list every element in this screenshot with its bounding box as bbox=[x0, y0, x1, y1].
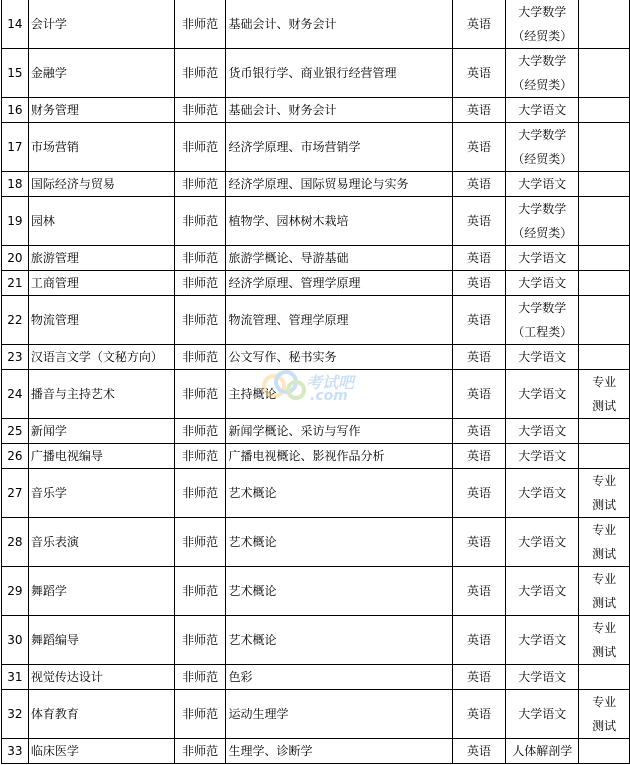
language-cell: 英语 bbox=[452, 197, 505, 246]
program-type-cell: 非师范 bbox=[174, 469, 226, 518]
professional-course-line: 大学语文 bbox=[518, 486, 567, 500]
major-name-cell: 市场营销 bbox=[28, 123, 174, 172]
basic-course-cell: 植物学、园林树木栽培 bbox=[226, 197, 452, 246]
professional-course-cell bbox=[506, 690, 579, 739]
major-name-cell: 会计学 bbox=[28, 0, 174, 49]
professional-course-line: （经贸类） bbox=[512, 29, 573, 43]
language-cell: 英语 bbox=[452, 296, 505, 345]
note-cell bbox=[579, 739, 630, 764]
major-name-cell: 物流管理 bbox=[28, 296, 174, 345]
language-cell: 英语 bbox=[452, 616, 505, 665]
major-name-cell: 临床医学 bbox=[28, 739, 174, 764]
language-cell: 英语 bbox=[452, 172, 505, 197]
table-row bbox=[2, 567, 630, 616]
table-row bbox=[2, 370, 630, 419]
note-cell bbox=[579, 419, 630, 444]
table-row bbox=[2, 345, 630, 370]
professional-course-line: （经贸类） bbox=[512, 152, 573, 166]
table-row bbox=[2, 172, 630, 197]
professional-course-cell bbox=[506, 665, 579, 690]
program-type-cell: 非师范 bbox=[174, 49, 226, 98]
language-cell: 英语 bbox=[452, 271, 505, 296]
professional-course-cell bbox=[506, 98, 579, 123]
row-number-cell: 18 bbox=[2, 172, 29, 197]
professional-course-cell bbox=[506, 0, 579, 49]
professional-course-line: 大学数学 bbox=[518, 202, 567, 216]
row-number-cell: 16 bbox=[2, 98, 29, 123]
program-type-cell: 非师范 bbox=[174, 419, 226, 444]
professional-course-cell bbox=[506, 616, 579, 665]
professional-course-cell bbox=[506, 419, 579, 444]
table-row bbox=[2, 271, 630, 296]
basic-course-cell: 物流管理、管理学原理 bbox=[226, 296, 452, 345]
note-line: 测试 bbox=[592, 596, 617, 610]
note-line: 专业 bbox=[592, 474, 617, 488]
major-name-cell: 音乐学 bbox=[28, 469, 174, 518]
professional-course-line: （经贸类） bbox=[512, 78, 573, 92]
note-line: 专业 bbox=[592, 572, 617, 586]
program-type-cell: 非师范 bbox=[174, 246, 226, 271]
major-name-cell: 财务管理 bbox=[28, 98, 174, 123]
row-number-cell: 19 bbox=[2, 197, 29, 246]
note-cell bbox=[579, 567, 630, 616]
program-type-cell: 非师范 bbox=[174, 98, 226, 123]
note-cell bbox=[579, 246, 630, 271]
basic-course-cell: 旅游学概论、导游基础 bbox=[226, 246, 452, 271]
language-cell: 英语 bbox=[452, 345, 505, 370]
table-row bbox=[2, 197, 630, 246]
basic-course-cell: 基础会计、财务会计 bbox=[226, 98, 452, 123]
professional-course-line: 大学数学 bbox=[518, 128, 567, 142]
professional-course-cell bbox=[506, 172, 579, 197]
language-cell: 英语 bbox=[452, 567, 505, 616]
language-cell: 英语 bbox=[452, 246, 505, 271]
row-number-cell: 15 bbox=[2, 49, 29, 98]
major-name-cell: 国际经济与贸易 bbox=[28, 172, 174, 197]
major-name-cell: 广播电视编导 bbox=[28, 444, 174, 469]
row-number-cell: 25 bbox=[2, 419, 29, 444]
language-cell: 英语 bbox=[452, 123, 505, 172]
professional-course-line: 大学语文 bbox=[518, 535, 567, 549]
table-row bbox=[2, 123, 630, 172]
note-cell bbox=[579, 0, 630, 49]
language-cell: 英语 bbox=[452, 419, 505, 444]
professional-course-line: 大学语文 bbox=[518, 449, 567, 463]
language-cell: 英语 bbox=[452, 49, 505, 98]
language-cell: 英语 bbox=[452, 98, 505, 123]
table-row bbox=[2, 739, 630, 764]
note-cell bbox=[579, 296, 630, 345]
note-cell bbox=[579, 444, 630, 469]
note-cell bbox=[579, 665, 630, 690]
basic-course-cell: 运动生理学 bbox=[226, 690, 452, 739]
basic-course-cell: 基础会计、财务会计 bbox=[226, 0, 452, 49]
table-row bbox=[2, 98, 630, 123]
note-cell bbox=[579, 172, 630, 197]
professional-course-line: 大学语文 bbox=[518, 103, 567, 117]
note-cell bbox=[579, 469, 630, 518]
watermark-subtext: .com bbox=[310, 388, 348, 404]
table-row bbox=[2, 444, 630, 469]
major-name-cell: 体育教育 bbox=[28, 690, 174, 739]
basic-course-cell: 艺术概论 bbox=[226, 518, 452, 567]
row-number-cell: 22 bbox=[2, 296, 29, 345]
major-name-cell: 工商管理 bbox=[28, 271, 174, 296]
professional-course-line: 大学语文 bbox=[518, 424, 567, 438]
professional-course-cell bbox=[506, 271, 579, 296]
program-type-cell: 非师范 bbox=[174, 345, 226, 370]
program-type-cell: 非师范 bbox=[174, 739, 226, 764]
note-line: 专业 bbox=[592, 523, 617, 537]
major-name-cell: 视觉传达设计 bbox=[28, 665, 174, 690]
row-number-cell: 17 bbox=[2, 123, 29, 172]
professional-course-cell bbox=[506, 518, 579, 567]
language-cell: 英语 bbox=[452, 739, 505, 764]
note-cell bbox=[579, 197, 630, 246]
table-row bbox=[2, 469, 630, 518]
admission-table bbox=[1, 0, 630, 764]
basic-course-cell: 经济学原理、国际贸易理论与实务 bbox=[226, 172, 452, 197]
note-cell bbox=[579, 271, 630, 296]
basic-course-cell: 货币银行学、商业银行经营管理 bbox=[226, 49, 452, 98]
language-cell: 英语 bbox=[452, 0, 505, 49]
professional-course-cell bbox=[506, 296, 579, 345]
language-cell: 英语 bbox=[452, 370, 505, 419]
table-row bbox=[2, 616, 630, 665]
professional-course-cell bbox=[506, 567, 579, 616]
major-name-cell: 舞蹈学 bbox=[28, 567, 174, 616]
program-type-cell: 非师范 bbox=[174, 123, 226, 172]
note-cell bbox=[579, 370, 630, 419]
professional-course-line: 大学语文 bbox=[518, 251, 567, 265]
basic-course-cell: 生理学、诊断学 bbox=[226, 739, 452, 764]
major-name-cell: 音乐表演 bbox=[28, 518, 174, 567]
basic-course-cell: 艺术概论 bbox=[226, 616, 452, 665]
note-cell bbox=[579, 690, 630, 739]
program-type-cell: 非师范 bbox=[174, 444, 226, 469]
program-type-cell: 非师范 bbox=[174, 370, 226, 419]
professional-course-line: 大学数学 bbox=[518, 54, 567, 68]
basic-course-cell: 广播电视概论、影视作品分析 bbox=[226, 444, 452, 469]
professional-course-cell bbox=[506, 469, 579, 518]
program-type-cell: 非师范 bbox=[174, 567, 226, 616]
professional-course-cell bbox=[506, 345, 579, 370]
professional-course-line: 大学数学 bbox=[518, 5, 567, 19]
note-cell bbox=[579, 123, 630, 172]
row-number-cell: 26 bbox=[2, 444, 29, 469]
note-cell bbox=[579, 345, 630, 370]
professional-course-line: 大学语文 bbox=[518, 707, 567, 721]
program-type-cell: 非师范 bbox=[174, 197, 226, 246]
row-number-cell: 20 bbox=[2, 246, 29, 271]
professional-course-cell bbox=[506, 444, 579, 469]
professional-course-line: 大学语文 bbox=[518, 387, 567, 401]
program-type-cell: 非师范 bbox=[174, 0, 226, 49]
basic-course-cell: 经济学原理、管理学原理 bbox=[226, 271, 452, 296]
note-cell bbox=[579, 49, 630, 98]
basic-course-cell: 色彩 bbox=[226, 665, 452, 690]
row-number-cell: 24 bbox=[2, 370, 29, 419]
note-cell bbox=[579, 616, 630, 665]
professional-course-line: 大学语文 bbox=[518, 177, 567, 191]
professional-course-cell bbox=[506, 739, 579, 764]
table-row bbox=[2, 419, 630, 444]
program-type-cell: 非师范 bbox=[174, 690, 226, 739]
major-name-cell: 园林 bbox=[28, 197, 174, 246]
basic-course-cell: 经济学原理、市场营销学 bbox=[226, 123, 452, 172]
major-name-cell: 新闻学 bbox=[28, 419, 174, 444]
table-row bbox=[2, 0, 630, 49]
basic-course-cell: 公文写作、秘书实务 bbox=[226, 345, 452, 370]
major-name-cell: 金融学 bbox=[28, 49, 174, 98]
table-row bbox=[2, 246, 630, 271]
professional-course-cell bbox=[506, 197, 579, 246]
table-body bbox=[2, 0, 630, 764]
major-name-cell: 播音与主持艺术 bbox=[28, 370, 174, 419]
program-type-cell: 非师范 bbox=[174, 296, 226, 345]
note-cell bbox=[579, 518, 630, 567]
professional-course-cell bbox=[506, 123, 579, 172]
note-line: 测试 bbox=[592, 719, 617, 733]
note-line: 专业 bbox=[592, 621, 617, 635]
table-row bbox=[2, 690, 630, 739]
program-type-cell: 非师范 bbox=[174, 616, 226, 665]
basic-course-cell: 艺术概论 bbox=[226, 469, 452, 518]
major-name-cell: 汉语言文学（文秘方向） bbox=[28, 345, 174, 370]
professional-course-line: 大学语文 bbox=[518, 633, 567, 647]
note-line: 专业 bbox=[592, 695, 617, 709]
row-number-cell: 30 bbox=[2, 616, 29, 665]
note-line: 专业 bbox=[592, 375, 617, 389]
row-number-cell: 32 bbox=[2, 690, 29, 739]
professional-course-cell bbox=[506, 370, 579, 419]
program-type-cell: 非师范 bbox=[174, 172, 226, 197]
language-cell: 英语 bbox=[452, 690, 505, 739]
language-cell: 英语 bbox=[452, 444, 505, 469]
professional-course-line: （经贸类） bbox=[512, 226, 573, 240]
basic-course-cell: 新闻学概论、采访与写作 bbox=[226, 419, 452, 444]
table-row bbox=[2, 518, 630, 567]
professional-course-line: 大学语文 bbox=[518, 670, 567, 684]
row-number-cell: 28 bbox=[2, 518, 29, 567]
note-line: 测试 bbox=[592, 645, 617, 659]
row-number-cell: 31 bbox=[2, 665, 29, 690]
note-line: 测试 bbox=[592, 547, 617, 561]
basic-course-cell: 艺术概论 bbox=[226, 567, 452, 616]
basic-course-cell: 主持概论 bbox=[226, 370, 452, 419]
program-type-cell: 非师范 bbox=[174, 271, 226, 296]
note-line: 测试 bbox=[592, 498, 617, 512]
professional-course-cell bbox=[506, 49, 579, 98]
row-number-cell: 14 bbox=[2, 0, 29, 49]
note-cell bbox=[579, 98, 630, 123]
professional-course-line: （工程类） bbox=[512, 325, 573, 339]
program-type-cell: 非师范 bbox=[174, 518, 226, 567]
row-number-cell: 27 bbox=[2, 469, 29, 518]
note-line: 测试 bbox=[592, 399, 617, 413]
table-row bbox=[2, 296, 630, 345]
language-cell: 英语 bbox=[452, 469, 505, 518]
row-number-cell: 33 bbox=[2, 739, 29, 764]
table-row bbox=[2, 665, 630, 690]
professional-course-line: 大学语文 bbox=[518, 350, 567, 364]
table-row bbox=[2, 49, 630, 98]
row-number-cell: 21 bbox=[2, 271, 29, 296]
language-cell: 英语 bbox=[452, 665, 505, 690]
professional-course-line: 人体解剖学 bbox=[512, 744, 573, 758]
row-number-cell: 23 bbox=[2, 345, 29, 370]
program-type-cell: 非师范 bbox=[174, 665, 226, 690]
major-name-cell: 舞蹈编导 bbox=[28, 616, 174, 665]
language-cell: 英语 bbox=[452, 518, 505, 567]
professional-course-line: 大学语文 bbox=[518, 276, 567, 290]
professional-course-cell bbox=[506, 246, 579, 271]
watermark-text: 考试吧 bbox=[306, 373, 355, 392]
row-number-cell: 29 bbox=[2, 567, 29, 616]
professional-course-line: 大学语文 bbox=[518, 584, 567, 598]
professional-course-line: 大学数学 bbox=[518, 301, 567, 315]
major-name-cell: 旅游管理 bbox=[28, 246, 174, 271]
